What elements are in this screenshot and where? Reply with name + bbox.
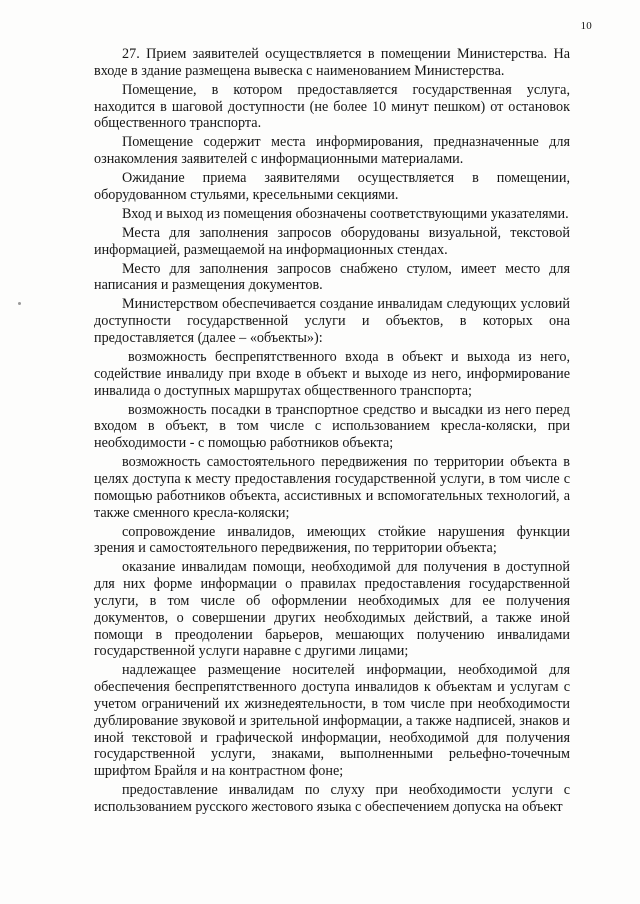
list-item-movement: возможность самостоятельного передвижения по территории объекта в целях доступа к месту предоставления государственной услуги, в том числе с помощью работников объекта, ассистивных и вспомогательных технологий, а также сменного кресла-коляски; [94, 454, 570, 521]
list-item-sign-language: предоставление инвалидам по слуху при необходимости услуги с использованием русского жестового языка с обеспечением допуска на объект [94, 782, 570, 815]
paragraph-location: Помещение, в котором предоставляется государственная услуга, находится в шаговой доступности (не более 10 минут пешком) от остановок общественного транспорта. [94, 81, 570, 132]
paragraph-accessibility-intro: Министерством обеспечивается создание инвалидам следующих условий доступности государственной услуги и объектов, в которых она предоставляется (далее – «объекты»): [94, 296, 570, 347]
paragraph-entrance-exit: Вход и выход из помещения обозначены соответствующими указателями. [122, 205, 569, 222]
page-number: 10 [580, 20, 592, 32]
paragraph-request-places: Места для заполнения запросов оборудованы визуальной, текстовой информацией, размещаемой на информационных стендах. [94, 224, 570, 258]
list-item-assistance: оказание инвалидам помощи, необходимой для получения в доступной для них форме информации о правилах предоставления государственной услуги, в том числе об оформлении необходимых для ее получения документов, о совершении других необходимых действий, а также иной помощи в преодолении барьеров, мешающих получению инвалидами государственной услуги наравне с другими лицами; [94, 559, 570, 660]
list-item-transport: возможность посадки в транспортное средство и высадки из него перед входом в объект, в том числе с использованием кресла-коляски, при необходимости - с помощью работников объекта; [94, 401, 570, 452]
list-item-information-media: надлежащее размещение носителей информации, необходимой для обеспечения беспрепятственного доступа инвалидов к объектам и услугам с учетом ограничений их жизнедеятельности, в том числе при необходимости дублирование звуковой и зрительной информации, а также надписей, знаков и иной текстовой и графической информации, необходимой для получения государственной услуги, знаками, выполненными рельефно-точечным шрифтом Брайля и на контрастном фоне; [94, 662, 570, 780]
list-item-escort: сопровождение инвалидов, имеющих стойкие нарушения функции зрения и самостоятельного передвижения, по территории объекта; [94, 523, 570, 557]
list-item-entry-exit: возможность беспрепятственного входа в объект и выхода из него, содействие инвалиду при входе в объект и выходе из него, информирование инвалида о доступных маршрутах общественного транспорта; [94, 349, 570, 399]
paragraph-waiting: Ожидание приема заявителями осуществляется в помещении, оборудованном стульями, кресельными секциями. [94, 170, 570, 203]
scan-speck [18, 302, 21, 305]
document-body [94, 46, 570, 818]
paragraph-27-intro: 27. Прием заявителей осуществляется в помещении Министерства. На входе в здание размещена вывеска с наименованием Министерства. [94, 46, 570, 79]
paragraph-info-places: Помещение содержит места информирования, предназначенные для ознакомления заявителей с информационными материалами. [94, 134, 570, 168]
paragraph-request-desk: Место для заполнения запросов снабжено стулом, имеет место для написания и размещения документов. [94, 260, 570, 294]
